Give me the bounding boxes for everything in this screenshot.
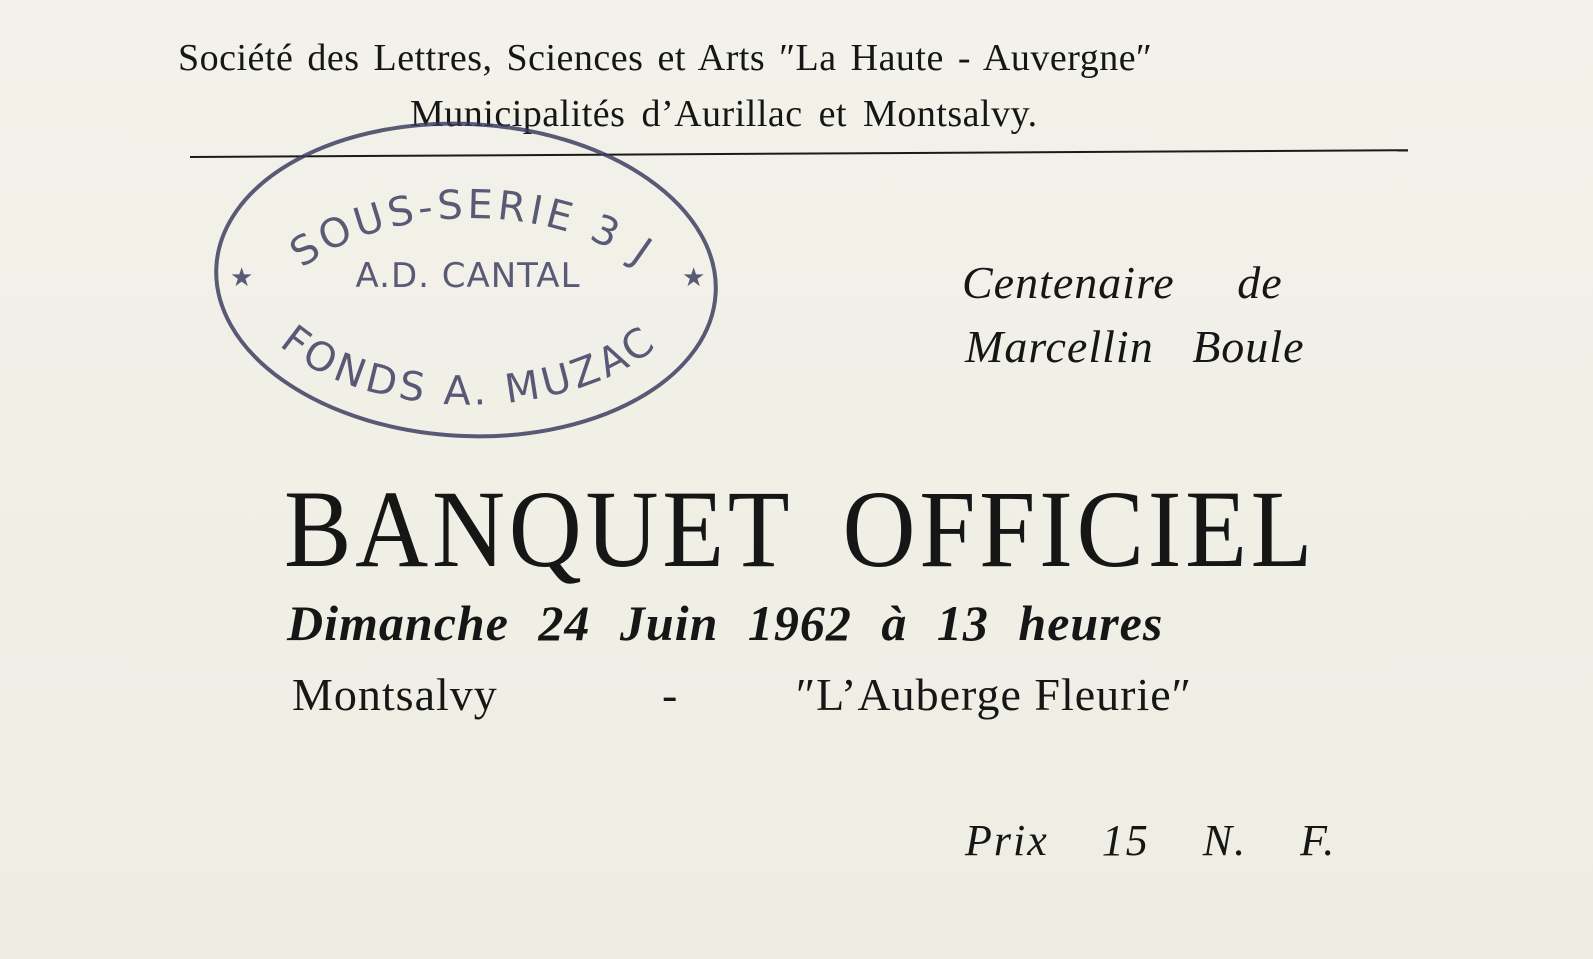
place-separator: - (662, 669, 678, 720)
municipalities-header: Municipalités d’Aurillac et Montsalvy. (410, 93, 1038, 135)
event-venue: ″L’Auberge Fleurie″ (796, 669, 1192, 720)
event-date: Dimanche 24 Juin 1962 à 13 heures (287, 595, 1164, 651)
centenaire-line-2: Marcellin Boule (965, 321, 1305, 372)
star-icon: ★ (682, 263, 706, 293)
stamp-top-arc-text: SOUS-SERIE 3 J (282, 181, 663, 277)
star-icon: ★ (230, 263, 254, 293)
banquet-title: BANQUET OFFICIEL (284, 468, 1317, 590)
archive-stamp (212, 118, 724, 448)
society-header: Société des Lettres, Sciences et Arts ″La Haute - Auvergne″ (178, 37, 1153, 79)
event-town: Montsalvy (292, 669, 498, 720)
stamp-bottom-arc-text: FONDS A. MUZAC (272, 316, 666, 415)
centenaire-line-1: Centenaire de (962, 257, 1283, 308)
stamp-center-text: A.D. CANTAL (355, 256, 581, 296)
price-label: Prix 15 N. F. (965, 816, 1337, 865)
